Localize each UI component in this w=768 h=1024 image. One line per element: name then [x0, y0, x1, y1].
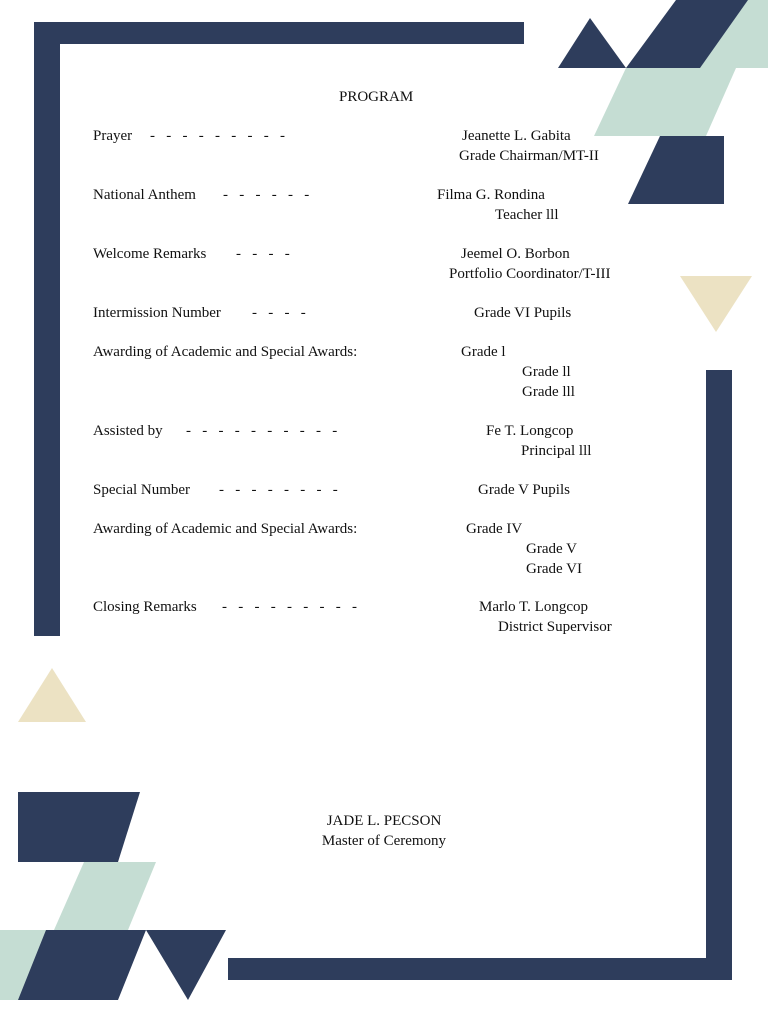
mc-name: JADE L. PECSON	[326, 813, 442, 829]
item-name: Grade l	[461, 344, 506, 360]
item-label: Welcome Remarks	[93, 246, 207, 262]
deco-sand-triangle	[18, 668, 86, 722]
item-name: Grade VI	[526, 561, 582, 577]
deco-triangle	[146, 930, 226, 1000]
item-name: Jeemel O. Borbon	[461, 246, 570, 262]
item-dashes: - - - - - - - - -	[150, 128, 285, 144]
item-role: Teacher lll	[495, 207, 559, 223]
deco-mint-shape	[54, 862, 156, 930]
item-label: Assisted by	[93, 423, 163, 439]
frame-bar-top	[34, 22, 524, 44]
item-dashes: - - - -	[252, 305, 306, 321]
item-name: Marlo T. Longcop	[479, 599, 589, 615]
mc-role: Master of Ceremony	[321, 833, 447, 849]
item-name: Grade ll	[522, 364, 571, 380]
deco-mint-shape	[594, 68, 736, 136]
frame-bar-left	[34, 22, 60, 636]
item-label: Prayer	[93, 128, 133, 144]
item-dashes: - - - - - - - - - -	[186, 423, 338, 439]
item-dashes: - - - - - - - - -	[222, 599, 357, 615]
item-label: Special Number	[93, 482, 191, 498]
item-label: Closing Remarks	[93, 599, 197, 615]
deco-triangle	[558, 18, 626, 68]
item-dashes: - - - - - - - -	[219, 482, 338, 498]
item-dashes: - - - - - -	[223, 187, 310, 203]
item-name: Grade V Pupils	[478, 482, 570, 498]
item-label: Awarding of Academic and Special Awards:	[93, 521, 358, 537]
frame-bar-bottom	[228, 958, 732, 980]
deco-parallelogram	[18, 792, 140, 862]
item-label: Intermission Number	[93, 305, 221, 321]
item-name: Grade VI Pupils	[474, 305, 572, 321]
item-name: Jeanette L. Gabita	[462, 128, 571, 144]
item-label: Awarding of Academic and Special Awards:	[93, 344, 358, 360]
item-name: Grade IV	[466, 521, 523, 537]
item-dashes: - - - -	[236, 246, 290, 262]
item-role: Grade Chairman/MT-II	[459, 148, 599, 164]
item-role: Portfolio Coordinator/T-III	[449, 266, 611, 282]
item-label: National Anthem	[93, 187, 196, 203]
item-role: Principal lll	[521, 443, 592, 459]
item-name: Grade lll	[522, 384, 575, 400]
frame-bar-right	[706, 370, 732, 980]
deco-parallelogram	[628, 136, 724, 204]
item-name: Filma G. Rondina	[437, 187, 545, 203]
item-name: Fe T. Longcop	[486, 423, 574, 439]
item-role: District Supervisor	[498, 619, 612, 635]
item-name: Grade V	[526, 541, 577, 557]
deco-sand-triangle	[680, 276, 752, 332]
program-title: PROGRAM	[339, 89, 414, 105]
